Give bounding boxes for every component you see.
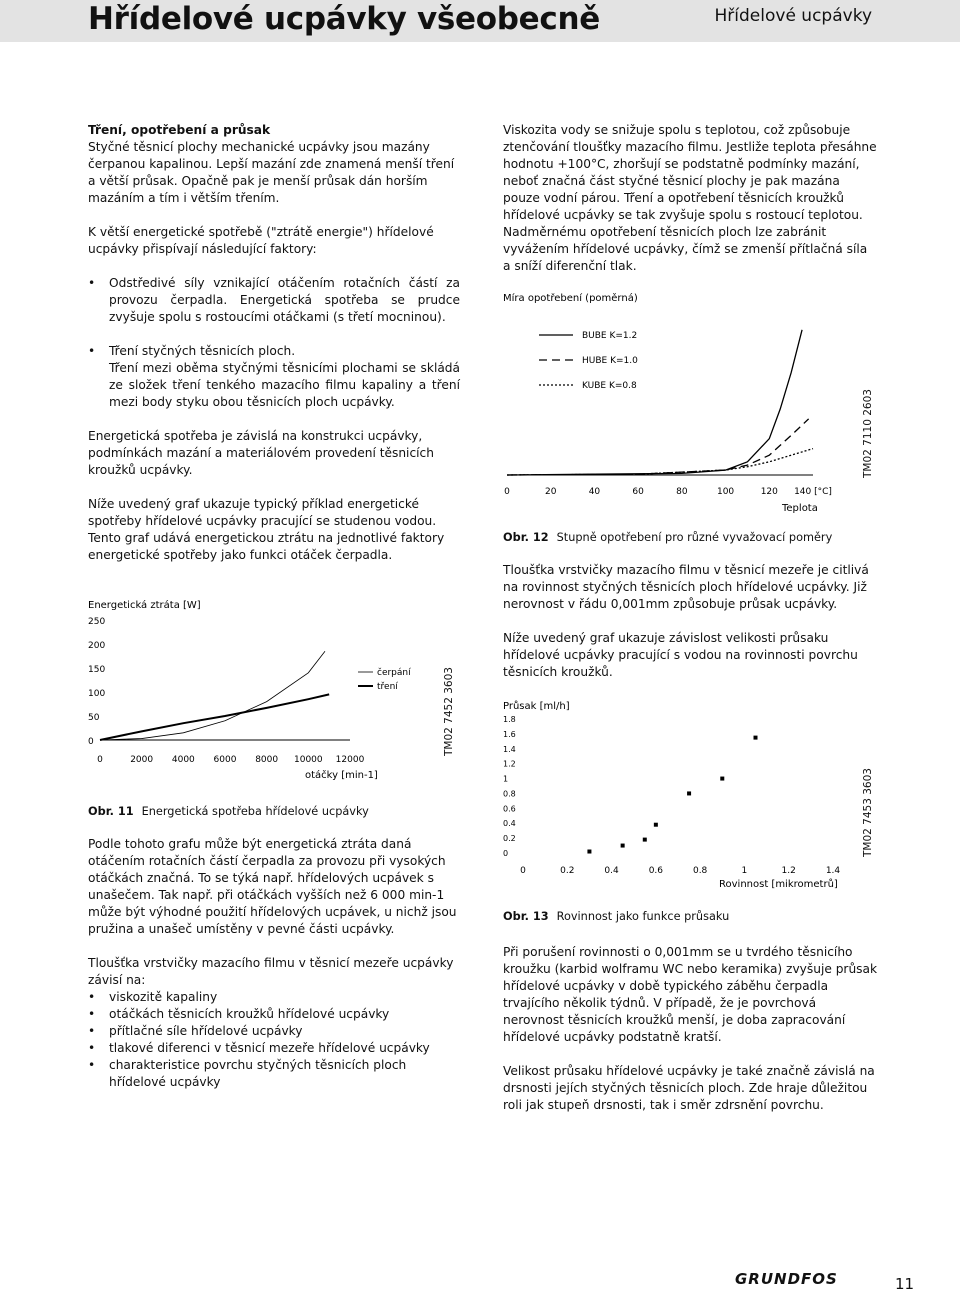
figure-tag: TM02 7453 3603 bbox=[862, 768, 874, 857]
x-tick-label: 6000 bbox=[213, 755, 237, 765]
list-item bbox=[88, 1057, 460, 1091]
figure-caption-text: Energetická spotřeba hřídelové ucpávky bbox=[141, 805, 369, 818]
series-line-2 bbox=[507, 419, 809, 475]
figure-caption bbox=[503, 909, 729, 924]
figure-tag: TM02 7110 2603 bbox=[862, 389, 874, 478]
series-line-2 bbox=[100, 694, 329, 740]
legend-label: čerpání bbox=[377, 668, 411, 678]
left-column-lower bbox=[88, 836, 460, 1091]
y-tick-label: 50 bbox=[88, 713, 100, 723]
data-point bbox=[720, 777, 724, 781]
legend-label: tření bbox=[377, 682, 398, 692]
x-tick-label: 0 bbox=[520, 866, 526, 876]
x-tick-label: 60 bbox=[632, 487, 644, 497]
y-tick-label: 0 bbox=[503, 849, 509, 858]
x-axis-label: Rovinnost [mikrometrů] bbox=[719, 879, 838, 890]
legend-label: KUBE K=0.8 bbox=[582, 381, 637, 391]
x-tick-label: 140 [°C] bbox=[794, 487, 832, 497]
bullet-title: Tření styčných těsnicích ploch. bbox=[109, 344, 296, 358]
grundfos-logo: GRUNDFOS bbox=[735, 1270, 838, 1288]
figure-number: Obr. 11 bbox=[88, 805, 134, 818]
data-point bbox=[587, 850, 591, 854]
x-axis-label: Teplota bbox=[782, 503, 818, 514]
x-tick-label: 12000 bbox=[335, 755, 365, 765]
x-tick-label: 0 bbox=[504, 487, 510, 497]
paragraph: Podle tohoto grafu může být energetická ztráta daná otáčením rotačních částí čerpadla za provozu při vysokých otáčkách značná. To se týká např. hřídelových ucpávek s unašečem. Tak např. při otáčkách vyšších než 6 000 min-1 může být výhodné použití hřídelových ucpávek, u nichž jsou pružina a unašeč umístěny v pevné části ucpávky. bbox=[88, 837, 457, 936]
paragraph: Tloušťka vrstvičky mazacího filmu v těsnicí mezeře je citlivá na rovinnost styčných těsnicích ploch hřídelové ucpávky. Již nerovnost v řádu 0,001mm způsobuje průsak ucpávky. bbox=[503, 563, 869, 611]
paragraph: Viskozita vody se snižuje spolu s teplotou, což způsobuje ztenčování tloušťky mazacího filmu. Jestliže teplota přesáhne hodnotu +100°C, zhoršují se podstatně podmínky mazání, neboť značná část styčné těsnicí plochy je pak mazána pouze vodní párou. Tření a opotřebení těsnicích kroužků hřídelové ucpávky se tak zvyšuje spolu s rostoucí teplotou. Nadměrnému opotřebení těsnicích ploch lze zabránit vyvážením hřídelové ucpávky, čímž se zmenší přítlačná síla a sníží diferenční tlak. bbox=[503, 123, 877, 273]
figure-tag: TM02 7452 3603 bbox=[443, 667, 455, 756]
y-tick-label: 250 bbox=[88, 617, 106, 627]
x-tick-label: 0.6 bbox=[648, 866, 664, 876]
right-column-middle bbox=[503, 562, 878, 681]
legend-label: HUBE K=1.0 bbox=[582, 356, 638, 366]
x-tick-label: 10000 bbox=[294, 755, 323, 765]
wear-chart bbox=[497, 285, 847, 520]
list-item-text: otáčkách těsnicích kroužků hřídelové ucpávky bbox=[109, 1007, 390, 1021]
chart-title: Průsak [ml/h] bbox=[503, 701, 570, 712]
list-item bbox=[88, 1006, 460, 1023]
y-tick-label: 0.6 bbox=[503, 804, 516, 814]
y-tick-label: 1.8 bbox=[503, 715, 516, 724]
x-tick-label: 0 bbox=[97, 755, 103, 765]
list-item-text: tlakové diferenci v těsnicí mezeře hřídelové ucpávky bbox=[109, 1041, 430, 1055]
y-tick-label: 100 bbox=[88, 689, 106, 699]
y-tick-label: 1.4 bbox=[503, 744, 516, 754]
y-tick-label: 0.8 bbox=[503, 789, 516, 799]
paragraph: Tloušťka vrstvičky mazacího filmu v těsnicí mezeře ucpávky závisí na: bbox=[88, 956, 454, 987]
section-title: Hřídelové ucpávky bbox=[714, 6, 872, 26]
list-item bbox=[88, 989, 460, 1006]
x-tick-label: 0.4 bbox=[604, 866, 619, 876]
data-point bbox=[643, 838, 647, 842]
x-tick-label: 80 bbox=[676, 487, 688, 497]
y-tick-label: 200 bbox=[88, 641, 106, 651]
bullet-item bbox=[88, 275, 460, 326]
y-tick-label: 150 bbox=[88, 665, 106, 675]
data-point bbox=[687, 791, 691, 795]
data-point bbox=[621, 844, 625, 848]
figure-caption-text: Rovinnost jako funkce průsaku bbox=[556, 910, 730, 923]
figure-number: Obr. 12 bbox=[503, 531, 549, 544]
right-column-lower bbox=[503, 944, 878, 1114]
series-line-1 bbox=[100, 651, 325, 740]
x-tick-label: 1 bbox=[741, 866, 748, 876]
paragraph: Velikost průsaku hřídelové ucpávky je také značně závislá na drsnosti jejích styčných těsnicích ploch. Zde hraje důležitou roli jak stupeň drsnosti, tak i směr zdrsnění povrchu. bbox=[503, 1064, 875, 1112]
page-number: 11 bbox=[895, 1275, 915, 1293]
chart-title: Energetická ztráta [W] bbox=[88, 600, 201, 611]
paragraph: Níže uvedený graf ukazuje typický příklad energetické spotřeby hřídelové ucpávky pracující se studenou vodou. Tento graf udává energetickou ztrátu na jednotlivé faktory energetické spotřeby jako funkci otáček čerpadla. bbox=[88, 497, 445, 562]
legend-label: BUBE K=1.2 bbox=[582, 331, 638, 341]
x-axis-label: otáčky [min-1] bbox=[305, 770, 378, 781]
x-tick-label: 8000 bbox=[255, 755, 279, 765]
x-tick-label: 4000 bbox=[171, 755, 195, 765]
list-item-text: přítlačné síle hřídelové ucpávky bbox=[109, 1024, 303, 1038]
paragraph: Při porušení rovinnosti o 0,001mm se u tvrdého těsnicího kroužku (karbid wolframu WC nebo keramika) zvyšuje průsak hřídelové ucpávky v době typického záběhu čerpadla trvajícího několik týdnů. V případě, že je povrchová nerovnost těsnicích kroužků menší, je doba zapracování hřídelové ucpávky podstatně kratší. bbox=[503, 945, 878, 1044]
y-tick-label: 1.6 bbox=[503, 729, 516, 739]
figure-caption-text: Stupně opotřebení pro různé vyvažovací poměry bbox=[556, 531, 833, 544]
x-tick-label: 0.8 bbox=[692, 866, 708, 876]
paragraph: Níže uvedený graf ukazuje závislost velikosti průsaku hřídelové ucpávky pracující s vodou na rovinnosti povrchu těsnicích kroužků. bbox=[503, 631, 858, 679]
figure-number: Obr. 13 bbox=[503, 910, 549, 923]
list-item bbox=[88, 1040, 460, 1057]
series-line-1 bbox=[507, 330, 802, 475]
x-tick-label: 0.2 bbox=[560, 866, 575, 876]
y-tick-label: 0.2 bbox=[503, 834, 516, 844]
left-column bbox=[88, 122, 460, 564]
figure-caption bbox=[88, 804, 369, 819]
data-point bbox=[754, 736, 758, 740]
paragraph: K větší energetické spotřebě ("ztrátě energie") hřídelové ucpávky přispívají následující faktory: bbox=[88, 225, 434, 256]
y-tick-label: 1 bbox=[503, 774, 509, 784]
y-tick-label: 0.4 bbox=[503, 819, 516, 829]
list-item bbox=[88, 1023, 460, 1040]
data-point bbox=[654, 823, 658, 827]
leakage-chart bbox=[497, 695, 847, 895]
x-tick-label: 100 bbox=[716, 487, 735, 497]
right-column bbox=[503, 122, 878, 275]
x-tick-label: 2000 bbox=[130, 755, 154, 765]
bullet-text: Odstředivé síly vznikající otáčením rotačních částí za provozu čerpadla. Energetická spotřeba se prudce zvyšuje spolu s rostoucími otáčkami (s třetí mocninou). bbox=[109, 276, 460, 324]
bullet-item bbox=[88, 343, 460, 411]
paragraph: Energetická spotřeba je závislá na konstrukci ucpávky, podmínkách mazání a materiálovém provedení těsnicích kroužků ucpávky. bbox=[88, 429, 434, 477]
chart-title: Míra opotřebení (poměrná) bbox=[503, 293, 638, 304]
y-tick-label: 0 bbox=[88, 737, 94, 747]
list-item-text: charakteristice povrchu styčných těsnicích ploch hřídelové ucpávky bbox=[109, 1058, 407, 1089]
x-tick-label: 20 bbox=[544, 487, 557, 497]
x-tick-label: 40 bbox=[588, 487, 601, 497]
bullet-text: Tření mezi oběma styčnými těsnicími plochami se skládá ze složek tření tenkého mazacího filmu kapaliny a tření mezi body styku obou těsnicích ploch ucpávky. bbox=[109, 361, 460, 409]
y-tick-label: 1.2 bbox=[503, 759, 516, 769]
list-item-text: viskozitě kapaliny bbox=[109, 990, 218, 1004]
section-heading: Tření, opotřebení a průsak bbox=[88, 123, 271, 137]
figure-caption bbox=[503, 530, 832, 545]
x-tick-label: 1.4 bbox=[825, 866, 841, 876]
series-line-3 bbox=[507, 449, 813, 475]
paragraph: Styčné těsnicí plochy mechanické ucpávky jsou mazány čerpanou kapalinou. Lepší mazání zde znamená menší tření a větší průsak. Opačně pak je menší průsak dán horším mazáním a tím i větším třením. bbox=[88, 140, 455, 205]
page-title: Hřídelové ucpávky všeobecně bbox=[88, 1, 600, 37]
x-tick-label: 1.2 bbox=[781, 866, 796, 876]
energy-loss-chart bbox=[80, 590, 480, 790]
x-tick-label: 120 bbox=[760, 487, 778, 497]
